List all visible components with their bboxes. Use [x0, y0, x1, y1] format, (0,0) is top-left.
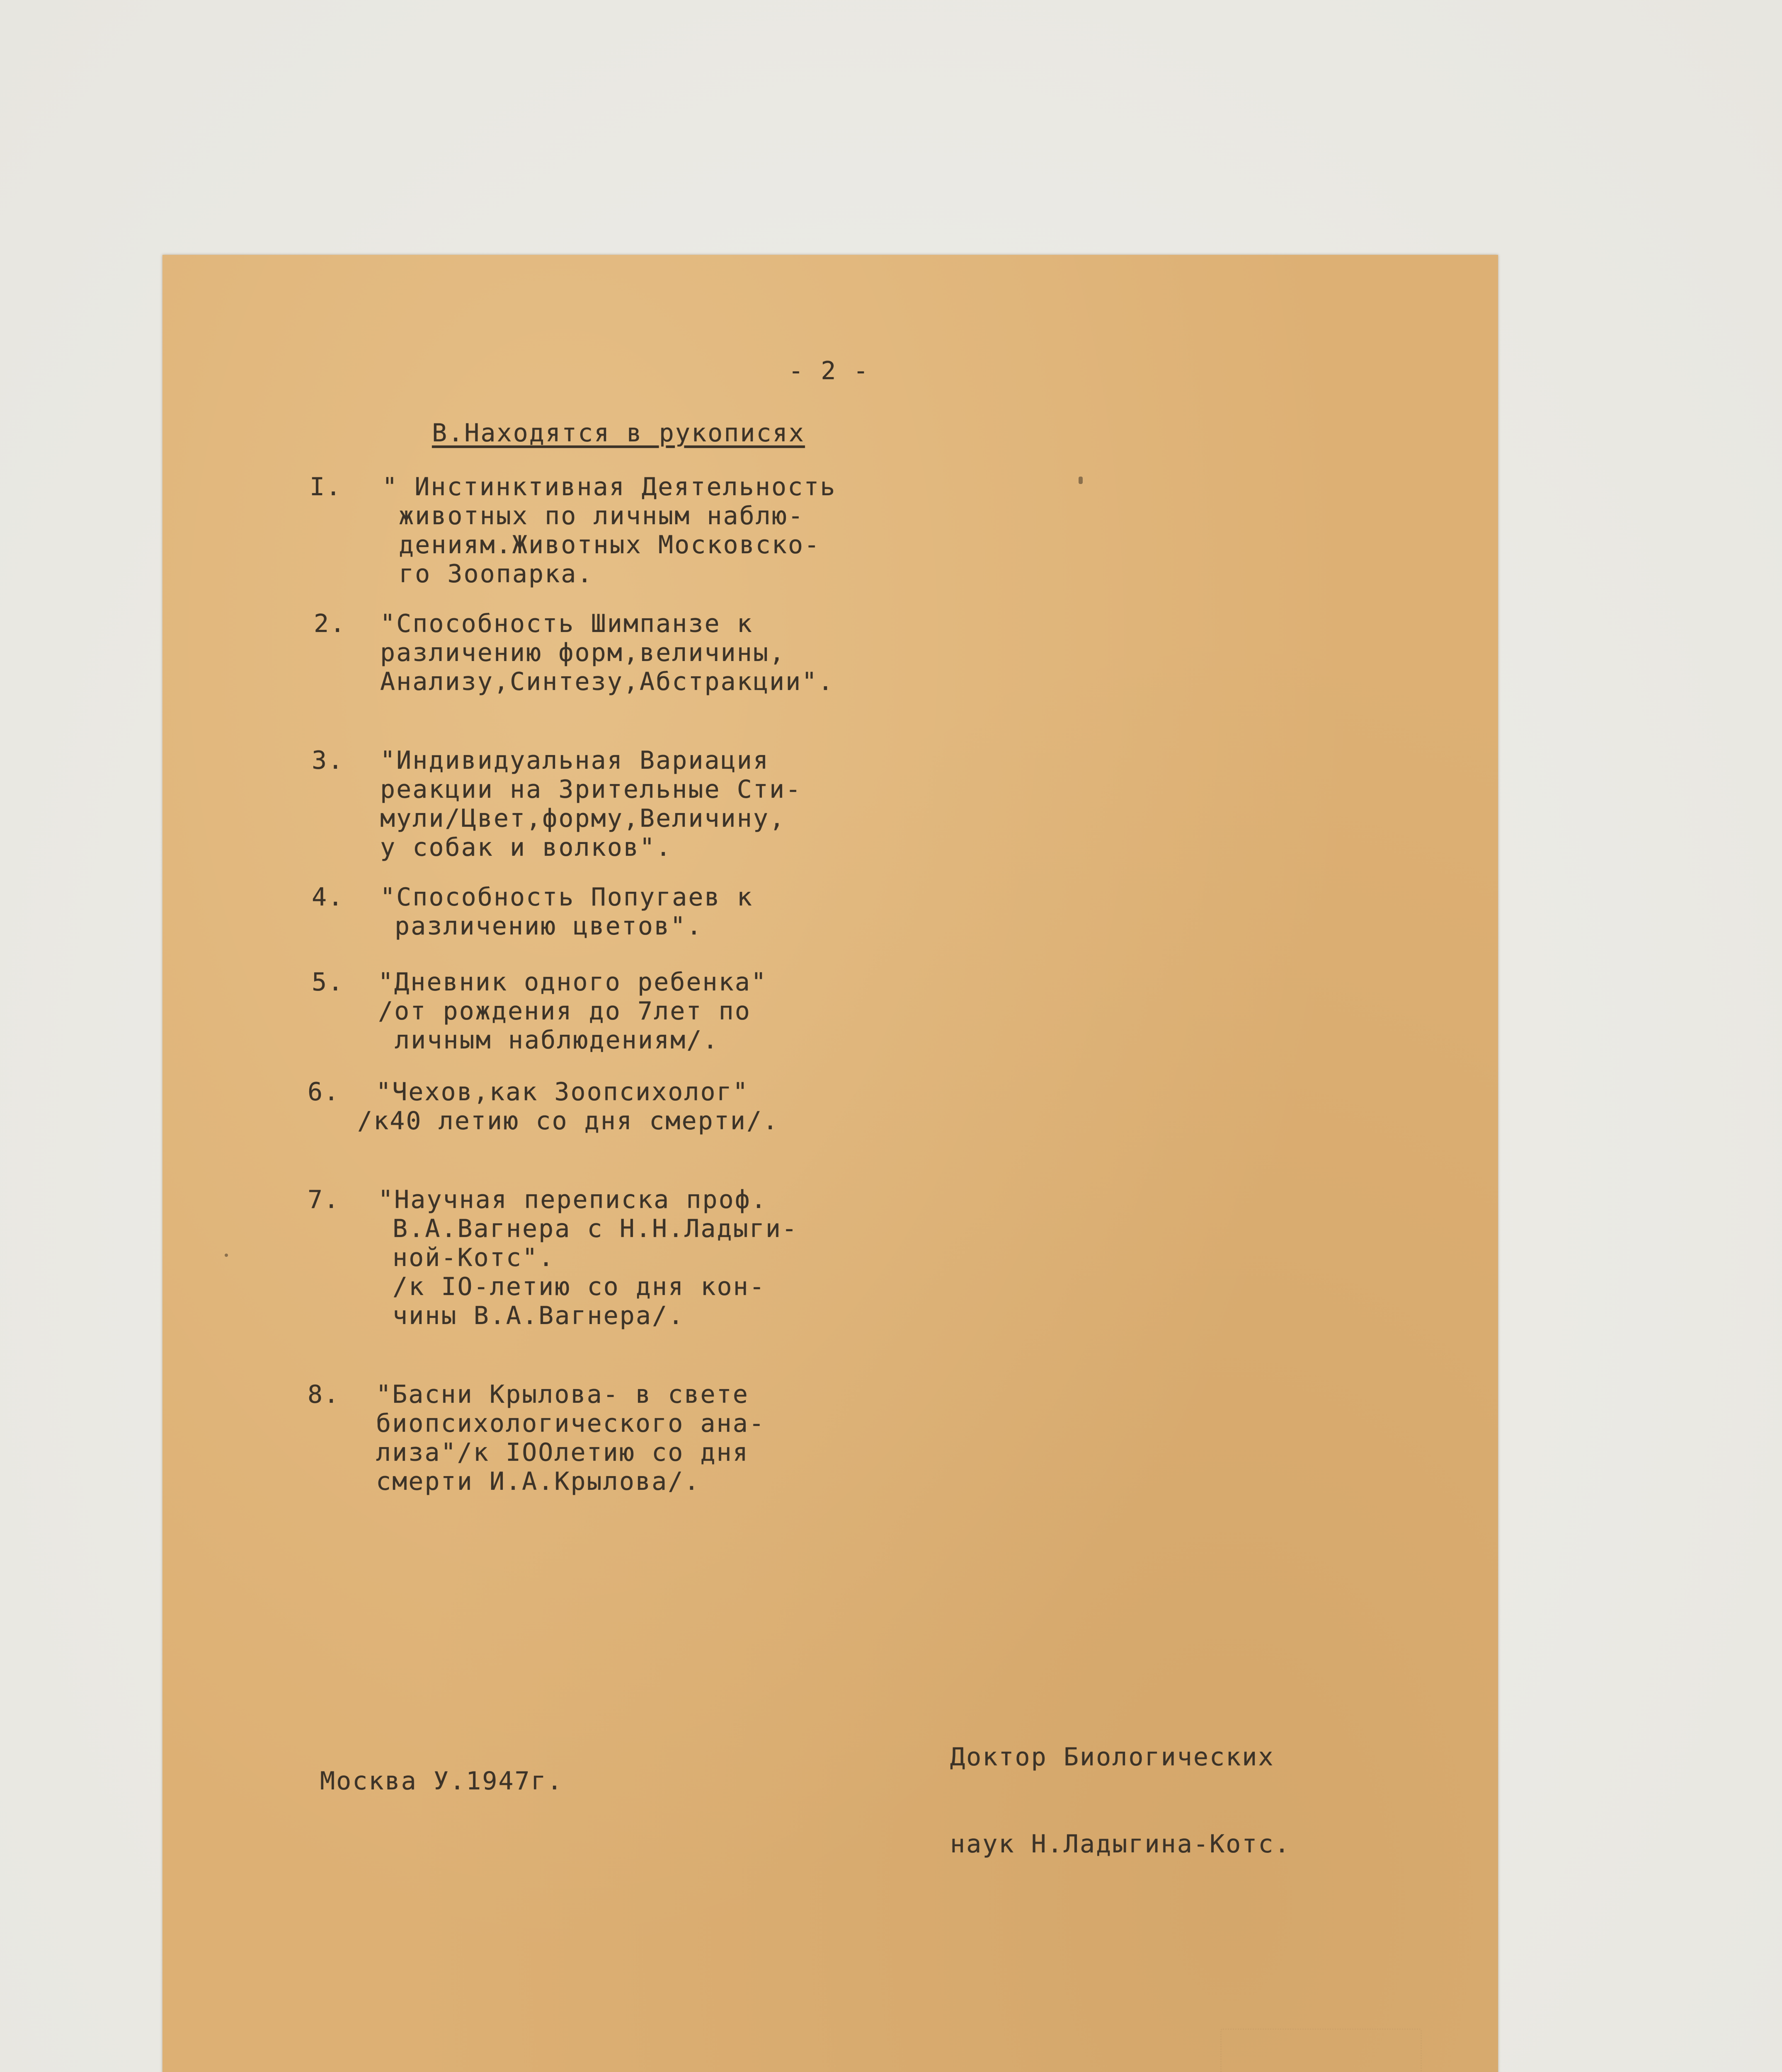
item-line: "Дневник одного ребенка" — [378, 968, 767, 997]
item-line: "Басни Крылова- в свете — [376, 1380, 749, 1409]
item-line: /к40 летию со дня смерти/. — [357, 1106, 779, 1135]
item-line: "Чехов,как Зоопсихолог" — [376, 1077, 749, 1106]
signature-line: наук Н.Ладыгина-Котс. — [950, 1830, 1291, 1859]
archive-stamp — [1220, 2028, 1422, 2072]
item-line: чины В.А.Вагнера/. — [393, 1301, 685, 1330]
item-line: различению форм,величины, — [380, 638, 786, 667]
item-line: различению цветов". — [395, 912, 703, 941]
item-line: В.А.Вагнера с Н.Н.Ладыги- — [393, 1214, 798, 1243]
item-line: "Способность Шимпанзе к — [380, 609, 753, 638]
paper-mark — [225, 1254, 228, 1257]
signature-line: Доктор Биологических — [950, 1743, 1275, 1772]
item-line: " Инстинктивная Деятельность — [382, 472, 836, 501]
item-line: биопсихологического ана- — [376, 1409, 765, 1438]
item-number: 3. — [312, 746, 344, 775]
document-page — [162, 255, 1498, 2072]
item-line: го Зоопарка. — [399, 559, 594, 588]
item-number: 6. — [308, 1077, 340, 1106]
item-line: лиза"/к IOOлетию со дня — [376, 1438, 749, 1467]
item-line: мули/Цвет,форму,Величину, — [380, 804, 786, 833]
item-number: 7. — [308, 1185, 340, 1214]
item-line: ной-Котс". — [393, 1243, 555, 1272]
item-line: смерти И.А.Крылова/. — [376, 1467, 701, 1496]
item-line: дениям.Животных Московско- — [399, 530, 821, 559]
item-number: 8. — [308, 1380, 340, 1409]
item-number: 2. — [314, 609, 347, 638]
item-line: личным наблюдениям/. — [395, 1026, 719, 1055]
place-date: Москва У.1947г. — [320, 1767, 563, 1796]
page-number: - 2 - — [788, 356, 870, 385]
item-line: реакции на Зрительные Сти- — [380, 775, 802, 804]
item-number: I. — [310, 472, 342, 501]
item-line: у собак и волков". — [380, 833, 672, 862]
item-line: /от рождения до 7лет по — [378, 997, 751, 1026]
signature-block — [950, 1685, 1291, 1917]
item-line: "Индивидуальная Вариация — [380, 746, 769, 775]
section-heading: В.Находятся в рукописях — [432, 419, 805, 448]
item-line: "Научная переписка проф. — [378, 1185, 767, 1214]
item-number: 4. — [312, 883, 344, 912]
item-number: 5. — [312, 968, 344, 997]
item-line: Анализу,Синтезу,Абстракции". — [380, 667, 834, 696]
item-line: животных по личным наблю- — [399, 501, 805, 530]
item-line: /к IO-летию со дня кон- — [393, 1272, 766, 1301]
paper-mark — [1079, 477, 1083, 484]
item-line: "Способность Попугаев к — [380, 883, 753, 912]
